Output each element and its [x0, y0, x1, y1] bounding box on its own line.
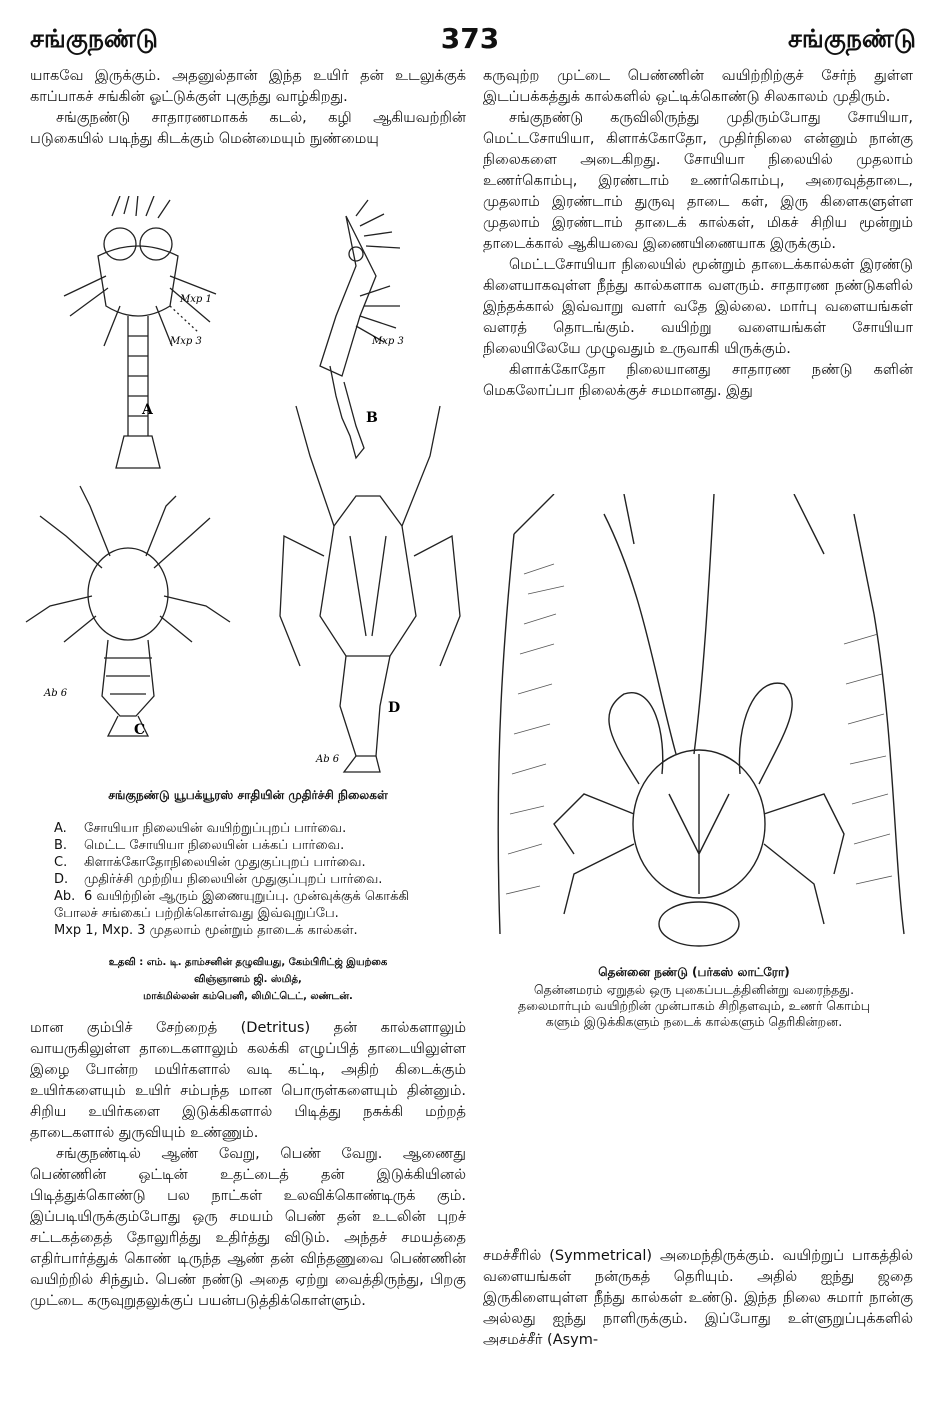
left-bottom-text [30, 1018, 466, 1312]
paragraph: கருவுற்ற முட்டை பெண்ணின் வயிற்றிற்குச் சேர்ந் துள்ள இடப்பக்கத்துக் கால்களில் ஒட்டிக்கொண்டு சிலகாலம் முதிரும். [483, 68, 913, 105]
fig-label-a: A [142, 402, 153, 418]
paragraph: கிளாக்கோதோ நிலையானது சாதாரண நண்டு களின் மெகலோப்பா நிலைக்குச் சமமானது. இது [483, 362, 913, 399]
paragraph: சமச்சீரில் (Symmetrical) அமைந்திருக்கும். வயிற்றுப் பாகத்தில் வளையங்கள் நன்ருகத் தெரியும். அதில் ஐந்து ஜதை இருகிளையுள்ள நீந்து கால்கள் உண்டு. இந்த நிலை சுமார் நான்கு அல்லது ஐந்து நாளிருக்கும். இப்போது உள்ளுறுப்புக்களில் அசமச்சீர் (Asym- [483, 1248, 913, 1348]
right-top-text [483, 66, 913, 402]
larval-stages-figure [20, 196, 470, 776]
paragraph: மான கும்பிச் சேற்றைத் (Detritus) தன் கால்களாலும் வாயருகிலுள்ள தாடைகளாலும் கலக்கி எழுப்பித் தாடையிலுள்ள இழை போன்ற மயிர்களால் வடி கட்டி, அதிற் கிடைக்கும் உயிர்களையும் உயிர் சம்பந்த மான பொருள்களையும் தின்னும். சிறிய உயிர்களை இடுக்கிகளால் பிடித்து நசுக்கி மற்றத் தாடைகளால் துருவியும் உண்ணும். [30, 1020, 466, 1141]
paragraph: சங்குநண்டு சாதாரணமாகக் கடல், கழி ஆகியவற்றின் படுகையில் படிந்து கிடக்கும் மென்மையும் நுண்மையு [30, 110, 466, 147]
page-number: 373 [440, 22, 500, 55]
running-header-left: சங்குநண்டு [30, 24, 158, 53]
fig-label-d: D [388, 700, 401, 716]
legend-item: Mxp 1, Mxp. 3 முதலாம் மூன்றும் தாடைக் கால்கள். [54, 923, 358, 938]
figure-legend [54, 820, 454, 939]
left-top-text [30, 66, 466, 150]
photo-caption-line: தென்னமரம் ஏறுதல் ஒரு புகைப்படத்தினின்று வரைந்தது. [533, 982, 855, 997]
metazoea-lateral-drawing [320, 200, 400, 458]
fig-label-ab6: Ab 6 [316, 754, 340, 765]
legend-item: Ab. 6 வயிற்றின் ஆரும் இணையுறுப்பு. முன்வுக்குக் கொக்கி போலச் சங்கைப் பற்றிக்கொள்வது இவ்வுறுப்பே. [54, 889, 410, 921]
paragraph: மெட்டசோயியா நிலையில் மூன்றும் தாடைக்கால்கள் இரண்டு கிளையாகவுள்ள நீந்து கால்களாக வளரும். சாதாரண நண்டுகளில் இந்தக்கால் இவ்வாறு வளர் வதே இல்லை. மார்பு வளையங்கள் வளரத் தொடங்கும். வயிற்று வளையங்கள் சோயியா நிலையிலேயே முழுவதும் உருவாகி யிருக்கும். [483, 257, 913, 357]
fig-label-mxp3: Mxp 3 [170, 336, 202, 347]
figure-credit: உதவி : எம். டி. தாம்சனின் தழுவியது, கேம்பிரிட்ஜ் இயற்கை விஞ்ஞானம் ஜி. ஸ்மித், மாக்மில்லன் கம்பெனி, லிமிட்டெட், லண்டன். [108, 957, 388, 1002]
paragraph: சங்குநண்டு கருவிலிருந்து முதிரும்போது சோயியா, மெட்டசோயியா, கிளாக்கோதோ, முதிர்நிலை என்னும் நான்கு நிலைகளை அடைகிறது. சோயியா நிலையில் முதலாம் உணர்கொம்பு, இரண்டாம் உணர்கொம்பு, அரைவுத்தாடை, முதலாம் இரண்டாம் துருவு தாடை கள், இரு கிளைகளுள்ள முதலாம் இரண்டாம் தாடைக் கால்கள், மிகச் சிறிய மூன்றும் தாடைக்கால் ஆகியவை இணையிணையாக இருக்கும். [483, 110, 913, 252]
fig-label-c: C [134, 722, 146, 738]
figure-caption: சங்குநண்டு யூபக்யூரஸ் சாதியின் முதிர்ச்சி நிலைகள் [108, 788, 388, 802]
running-header-right: சங்குநண்டு [788, 24, 916, 53]
photo-caption [494, 962, 894, 1030]
right-bottom-text [483, 1246, 913, 1351]
fig-label-mxp1: Mxp 1 [180, 294, 212, 305]
paragraph: சங்குநண்டில் ஆண் வேறு, பெண் வேறு. ஆணைது பெண்ணின் ஒட்டின் உதட்டைத் தன் இடுக்கியினல் பிடித்துக்கொண்டு பல நாட்கள் உலவிக்கொண்டிருக் கும். இப்படியிருக்கும்போது ஒரு சமயம் பெண் தன் உடலின் புறச் சட்டகத்தைத் தோலுரித்து உதிர்த்து விடும். அந்தச் சமயத்தை எதிர்பார்த்துக் கொண் டிருந்த ஆண் தன் விந்தணுவை பெண்ணின் வயிற்றில் சிந்தும். பெண் நண்டு அதை ஏற்று வைத்திருந்து, பிறகு முட்டை கருவுறுதலுக்குப் பயன்படுத்திக்கொள்ளும். [30, 1146, 466, 1309]
fig-label-ab6: Ab 6 [44, 688, 68, 699]
legend-item: D. முதிர்ச்சி முற்றிய நிலையின் முதுகுப்புறப் பார்வை. [54, 872, 383, 887]
paragraph: யாகவே இருக்கும். அதனுல்தான் இந்த உயிர் தன் உடலுக்குக் காப்பாகச் சங்கின் ஓட்டுக்குள் புகுந்து வாழ்கிறது. [30, 68, 466, 105]
photo-caption-line: தலைமார்பும் வயிற்றின் முன்பாகம் சிறிதளவும், உணர் கொம்பு [517, 998, 871, 1013]
photo-caption-title: தென்னை நண்டு (பர்கஸ் லாட்ரோ) [598, 965, 790, 979]
fig-label-b: B [366, 410, 378, 426]
fig-label-mxp3: Mxp 3 [372, 336, 404, 347]
adult-dorsal-drawing [280, 406, 460, 772]
legend-item: C. கிளாக்கோதோநிலையின் முதுகுப்புறப் பார்வை. [54, 855, 366, 870]
zoea-ventral-drawing [64, 196, 216, 468]
legend-item: B. மெட்ட சோயியா நிலையின் பக்கப் பார்வை. [54, 838, 345, 853]
legend-item: A. சோயியா நிலையின் வயிற்றுப்புறப் பார்வை. [54, 821, 347, 836]
coconut-crab-illustration [494, 494, 914, 954]
photo-caption-line: களும் இடுக்கிகளும் நடைக் கால்களும் தெரிகின்றன. [545, 1014, 843, 1029]
